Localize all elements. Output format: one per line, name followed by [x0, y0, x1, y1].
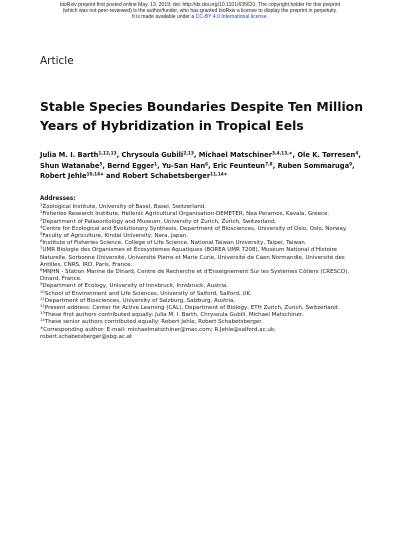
- author-name: Chrysoula Gubili: [121, 151, 184, 159]
- author-name: Shun Watanabe: [40, 161, 100, 170]
- address-item: [40, 266, 365, 283]
- author-affiliation-sup: 11,14: [210, 172, 224, 178]
- address-text: School of Environment and Life Sciences, University of Salford, Salford, UK.: [44, 290, 252, 297]
- author-name: Robert Jehle: [40, 172, 87, 181]
- author-separator: ,: [102, 161, 108, 170]
- author-affiliation-sup: 7,8: [265, 162, 273, 167]
- author-name: Julia M. I. Barth: [40, 151, 99, 159]
- author-separator: ,: [208, 161, 213, 170]
- address-text: Department of Ecology, University of Innsbruck, Innsbruck, Austria.: [42, 283, 229, 290]
- address-text: Department of Biosciences, University of Salzburg, Salzburg, Austria.: [44, 297, 236, 304]
- address-item: [40, 319, 365, 326]
- address-text: MNHN - Station Marine de Dinard, Centre de Recherche et d'Enseignement Sur les Systèmes Côtiers (CRESCO), Dinard, France.: [40, 269, 350, 283]
- address-text: Faculty of Agriculture, Kindai University, Nara, Japan.: [42, 233, 189, 240]
- address-item: [40, 223, 365, 233]
- banner-license-suffix: .: [266, 14, 269, 21]
- author-name: Eric Feunteun: [213, 161, 266, 170]
- author-separator: ,: [358, 151, 361, 159]
- author-name: Ruben Sommaruga: [277, 161, 350, 170]
- address-text: Institute of Fisheries Science, College of Life Science, National Taiwan University, Taipei, Taiwan.: [42, 240, 307, 247]
- address-number: 9: [40, 281, 43, 287]
- author-affiliation-sup: 1,12,13: [98, 151, 117, 157]
- banner-line-2: (which was not peer-reviewed) is the author/funder, who has granted bioRxiv a license to display the preprint in perpetuity.: [62, 8, 338, 15]
- address-list: [40, 204, 365, 341]
- address-number: ∗: [40, 324, 44, 330]
- address-number: 2: [40, 209, 43, 215]
- address-number: 12: [40, 302, 45, 308]
- author-name: Robert Schabetsberger: [122, 172, 211, 181]
- author-separator: ,: [292, 151, 298, 159]
- author-separator: ,: [272, 161, 278, 170]
- author-name: Michael Matschiner: [198, 151, 273, 159]
- author-name: Ole K. Tørresen: [297, 151, 356, 159]
- author-separator: ,: [352, 161, 355, 170]
- address-item: [40, 283, 365, 290]
- author-separator: and: [103, 172, 123, 181]
- address-text: These senior authors contributed equally: Robert Jehle, Robert Schabetsberger.: [44, 319, 263, 326]
- address-text: Department of Palaeontology and Museum, University of Zurich, Zurich, Switzerland.: [42, 218, 277, 225]
- address-number: 5: [40, 230, 43, 236]
- address-number: 3: [40, 216, 43, 222]
- banner-line-3: [0, 14, 400, 20]
- address-item: [40, 324, 365, 341]
- author-separator: ,: [157, 161, 162, 170]
- corresponding-star: ∗: [223, 172, 228, 178]
- article-type-label: Article: [40, 55, 74, 67]
- address-number: 1: [40, 202, 43, 208]
- address-text: Zoological Institute, University of Basel, Basel, Switzerland.: [42, 204, 207, 211]
- paper-title: Stable Species Boundaries Despite Ten Million Years of Hybridization in Tropical Eels: [40, 99, 364, 133]
- author-list: [40, 150, 365, 182]
- author-name: Yu-San Han: [161, 161, 206, 170]
- addresses-section: [40, 196, 365, 341]
- address-text: These first authors contributed equally: Julia M. I. Barth, Chrysoula Gubili, Michael Matschiner.: [44, 312, 304, 319]
- address-item: [40, 211, 365, 218]
- address-text: Fisheries Research Institute, Hellenic Agricultural Organisation-DEMETER, Nea Peramos, Kavala, Greece.: [42, 211, 330, 218]
- corresponding-star: ∗: [288, 151, 293, 157]
- author-affiliation-sup: 1: [154, 162, 158, 167]
- address-number: 10: [40, 288, 45, 294]
- addresses-heading: Addresses:: [40, 196, 76, 202]
- address-number: 11: [40, 295, 45, 301]
- banner-line-1: bioRxiv preprint first posted online May. 13, 2019; doi: http://dx.doi.org/10.1101/635631. The copyright holder for this preprint: [59, 2, 341, 8]
- author-separator: ,: [116, 151, 122, 159]
- address-item: [40, 295, 365, 305]
- address-item: [40, 247, 365, 269]
- author-affiliation-sup: 10,14: [86, 172, 101, 178]
- author-affiliation-sup: 2,13: [183, 151, 194, 157]
- banner-license-prefix: It is made available under a: [131, 14, 196, 21]
- corresponding-star: ∗: [100, 172, 104, 178]
- author-name: Bernd Egger: [107, 161, 155, 170]
- address-text: UMR Biologie des Organismes et Écosystèmes Aquatiques (BOREA UMR 7208), Muséum National d'Histoire Naturelle, Sorbonne Université, Université Pierre et Marie Curie, Université de Caen Normandie, Université des Antilles, CNRS, IRD, Paris, France.: [40, 247, 345, 268]
- author-separator: ,: [193, 151, 199, 159]
- author-affiliation-sup: 4: [355, 151, 359, 157]
- address-text: Present address: Center for Active Learning (CAL), Department of Biology, ETH Zurich, Zurich, Switzerland.: [44, 305, 340, 312]
- address-number: 14: [40, 317, 45, 323]
- address-number: 7: [40, 245, 43, 251]
- address-item: [40, 288, 365, 298]
- address-number: 4: [40, 223, 43, 229]
- address-number: 8: [40, 266, 43, 272]
- address-number: 13: [40, 310, 45, 316]
- author-affiliation-sup: 3,4,13,: [272, 151, 289, 157]
- address-item: [40, 216, 365, 226]
- address-text: Centre for Ecological and Evolutionary Synthesis, Department of Biosciences, University of Oslo, Oslo, Norway.: [42, 225, 348, 232]
- author-affiliation-sup: 9: [349, 162, 353, 167]
- license-link[interactable]: CC-BY 4.0 International license: [195, 14, 267, 21]
- address-text: Corresponding author: E-mail: michaelmatschiner@mac.com; R.Jehle@salford.ac.uk; robert.schabetsberger@sbg.ac.at: [40, 326, 276, 340]
- preprint-banner: [0, 2, 400, 20]
- author-affiliation-sup: 5: [99, 162, 103, 167]
- author-affiliation-sup: 6: [205, 162, 209, 167]
- address-number: 6: [40, 238, 43, 244]
